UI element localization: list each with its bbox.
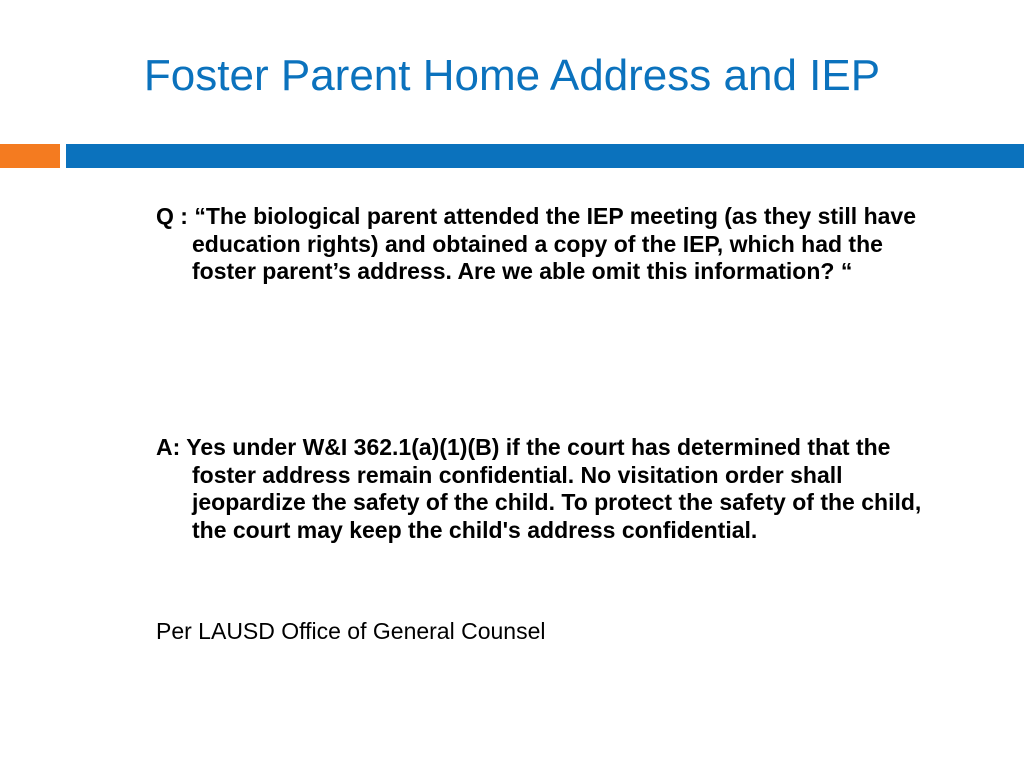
slide-title: Foster Parent Home Address and IEP	[143, 51, 881, 100]
question-paragraph: Q : “The biological parent attended the IEP meeting (as they still have education rights) and obtained a copy of the IEP, which had the foster parent’s address. Are we able omit this information? “	[156, 203, 917, 284]
blue-accent-bar	[66, 144, 1024, 168]
answer-paragraph: A: Yes under W&I 362.1(a)(1)(B) if the court has determined that the foster address remain confidential. No visitation order shall jeopardize the safety of the child. To protect the safety of the child, the court may keep the child's address confidential.	[156, 434, 922, 543]
attribution-text: Per LAUSD Office of General Counsel	[156, 618, 546, 644]
orange-accent-bar	[0, 144, 60, 168]
